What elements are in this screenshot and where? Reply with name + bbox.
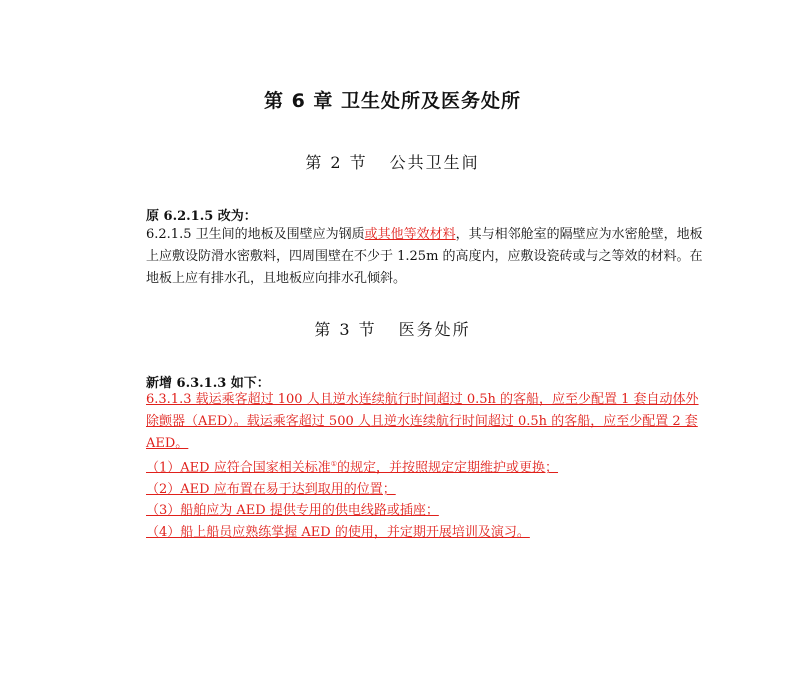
section-2-title: 公共卫生间 [389,153,480,172]
list-item: （1）AED 应符合国家相关标准①的规定，并按照规定定期维护或更换； [146,460,559,476]
amendment-2-label: 新增 6.3.1.3 如下： [146,376,270,391]
list-item: （2）AED 应布置在易于达到取用的位置； [146,481,396,497]
list-item: （4）船上船员应熟练掌握 AED 的使用，并定期开展培训及演习。 [146,524,530,540]
section-3-heading [0,317,785,340]
amendment-1-text-a: 6.2.1.5 卫生间的地板及围壁应为钢质 [146,227,365,242]
amendment-1-text [118,224,706,290]
section-3-number: 第 3 节 [314,320,377,339]
chapter-title: 第 6 章 卫生处所及医务处所 [263,90,522,112]
section-2-number: 第 2 节 [305,153,368,172]
amendment-2-text: 6.3.1.3 载运乘客超过 100 人且逆水连续航行时间超过 0.5h 的客船，应至少配置 1 套自动体外除颤器（AED）。载运乘客超过 500 人且逆水连续航行时间超过 0.5h 的客船，应至少配置 2 套 AED。 [146,392,699,451]
amendment-1-label: 原 6.2.1.5 改为： [146,209,257,224]
list-item: （3）船舶应为 AED 提供专用的供电线路或插座； [146,503,439,519]
amendment-2-items [146,454,558,543]
section-3-title: 医务处所 [398,320,471,339]
amendment-1-inserted-text: 或其他等效材料 [364,227,456,242]
section-2-heading [0,150,785,173]
footnote-marker: ① [330,460,337,468]
amendment-1-text-b: ，其与相邻舱室的隔壁应为水密舱壁，地板上应敷设防滑水密敷料，四周围壁在不少于 1.25m 的高度内，应敷设瓷砖或与之等效的材料。在地板上应有排水孔，且地板应向排水孔倾斜。 [146,227,703,286]
